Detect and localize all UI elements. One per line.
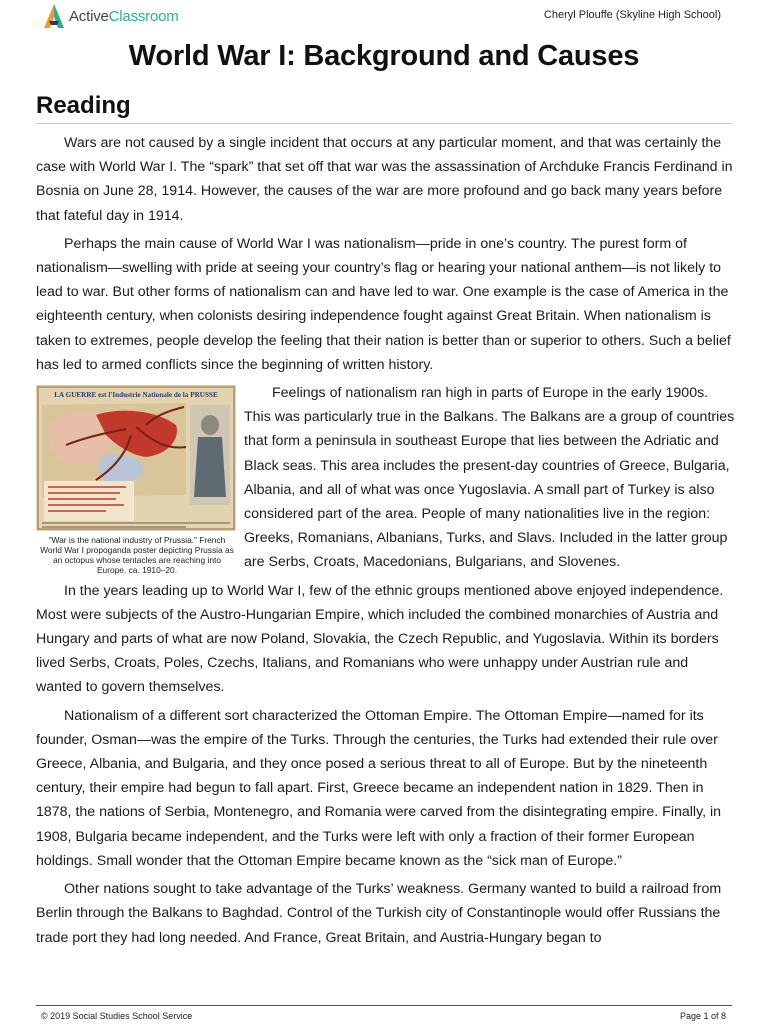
poster-title: LA GUERRE est l'Industrie Nationale de la PRUSSE — [54, 391, 218, 400]
activeclassroom-logo[interactable] — [43, 3, 179, 29]
page-header — [0, 0, 768, 36]
paragraph: Wars are not caused by a single incident that occurs at any particular moment, and that was certainly the case with World War I. The “spark” that set off that war was the assassination of Archduke Francis Ferdinand in Bosnia on June 28, 1914. However, the causes of the war are more profound and go back many years before that fateful day in 1914. — [36, 135, 733, 224]
footer-copyright: © 2019 Social Studies School Service — [41, 1011, 193, 1021]
figure-caption: “War is the national industry of Prussia.” French World War I propoganda poster depicting Prussia as an octopus whose tentacles are reaching into Europe. ca. 1910–20. — [40, 535, 234, 576]
logo-text-classroom: Classroom — [108, 7, 179, 25]
user-name[interactable]: Cheryl Plouffe (Skyline High School) — [543, 9, 721, 21]
logo-text-active: Active — [69, 7, 109, 25]
logo-text — [69, 8, 179, 25]
page-title: World War I: Background and Causes — [128, 40, 640, 72]
propaganda-poster-image — [36, 385, 236, 531]
reading-body — [36, 131, 736, 954]
section-divider — [36, 123, 732, 124]
paragraph: Feelings of nationalism ran high in parts of Europe in the early 1900s. This was particularly true in the Balkans. The Balkans are a group of countries that form a peninsula in southeast Europe that lies between the Adriatic and Black seas. This area includes the present-day countries of Greece, Bulgaria, Albania, and all of what was once Yugoslavia. A small part of Turkey is also considered part of the area. People of many nationalities live in the region: Greeks, Romanians, Albanians, Turks, and Slavs. Included in the latter group are Serbs, Croats, Macedonians, Bulgarians, and Slovenes. — [244, 385, 735, 571]
section-heading: Reading — [36, 92, 131, 119]
paragraph: In the years leading up to World War I, few of the ethnic groups mentioned above enjoyed independence. Most were subjects of the Austro-Hungarian Empire, which included the combined monarchies of Austria and Hungary and parts of what are now Poland, Slovakia, the Czech Republic, and Yugoslavia. Within its borders lived Serbs, Croats, Poles, Czechs, Italians, and Romanians who were unhappy under Austrian rule and wanted to govern themselves. — [36, 582, 724, 696]
logo-mark-icon — [43, 3, 65, 29]
paragraph: Perhaps the main cause of World War I was nationalism—pride in one’s country. The purest form of nationalism—swelling with pride at seeing your country’s flag or hearing your national anthem—is not likely to lead to war. But other forms of nationalism can and have led to war. One example is the case of America in the eighteenth century, when colonists desiring independence fought against Great Britain. When nationalism is taken to extremes, people develop the feeling that their nation is better than or superior to others. Such a belief has led to armed conflicts since the beginning of written history. — [36, 235, 731, 373]
paragraph: Other nations sought to take advantage of the Turks’ weakness. Germany wanted to build a railroad from Berlin through the Balkans to Baghdad. Control of the Turkish city of Constantinople would offer Russians the trade port they had long needed. And France, Great Britain, and Austria-Hungary began to — [36, 881, 722, 946]
footer-page-number: Page 1 of 8 — [679, 1011, 726, 1021]
footer-divider — [36, 1005, 732, 1006]
propaganda-figure — [36, 385, 238, 575]
paragraph: Nationalism of a different sort characterized the Ottoman Empire. The Ottoman Empire—named for its founder, Osman—was the empire of the Turks. Through the centuries, the Turks had extended their rule over Greece, Albania, and Bulgaria, and they once posed a serious threat to all of Europe. But by the nineteenth century, their empire had begun to fall apart. First, Greece became an independent nation in 1829. Then in 1878, the nations of Serbia, Montenegro, and Romania were carved from the disintegrating empire. Finally, in 1908, Bulgaria became independent, and the Turks were left with only a fraction of their former European holdings. Small wonder that the Ottoman Empire became known as the “sick man of Europe.” — [36, 707, 722, 869]
